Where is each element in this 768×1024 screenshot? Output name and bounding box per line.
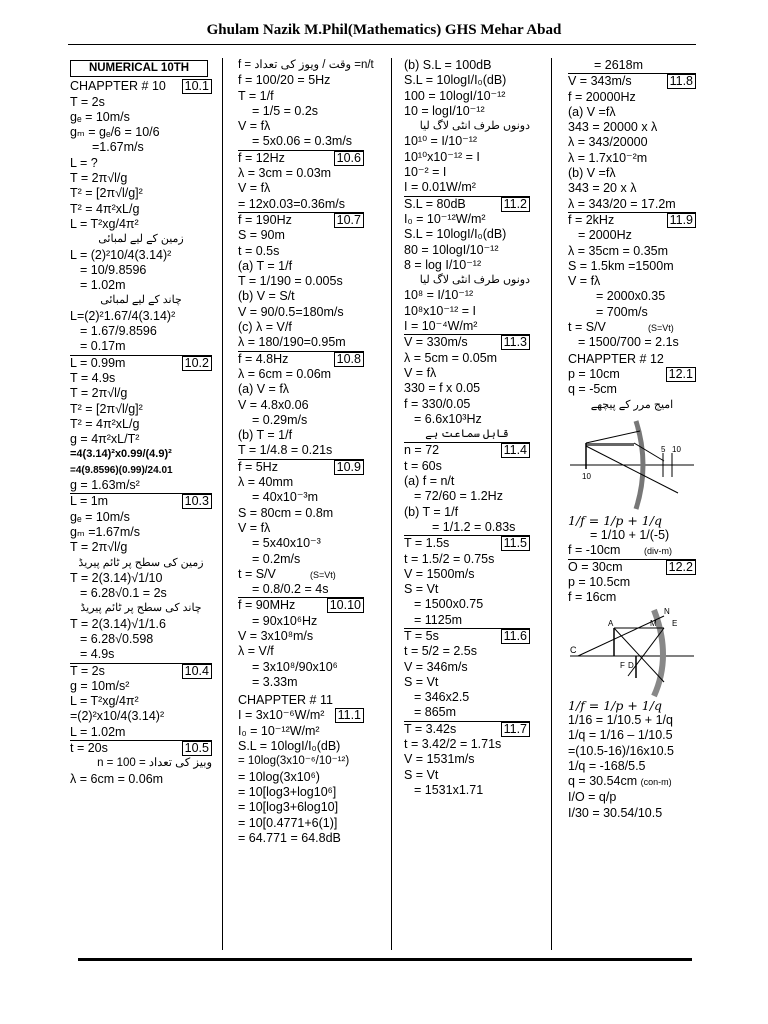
equation-line: V = 3x10⁸m/s (238, 628, 314, 643)
diagram-label: E (672, 618, 678, 628)
equation-line: f = 100/20 = 5Hz (238, 73, 331, 88)
equation-line: L = T²xg/4π² (70, 694, 139, 709)
question-tag: 11.7 (501, 722, 530, 737)
equation-line: T = 2π√l/g (70, 540, 128, 555)
equation-line: = 1531x1.71 (414, 782, 484, 797)
question-tag: 10.1 (182, 79, 212, 94)
equation-line: S = 80cm = 0.8m (238, 505, 334, 520)
equation-line: 343 = 20000 x λ (568, 120, 658, 135)
equation-line: V = fλ (238, 181, 271, 196)
column-2 (238, 58, 374, 846)
equation-line: = 2000Hz (578, 228, 632, 243)
diagram-label: M (650, 618, 657, 628)
equation-line: S = Vt (404, 582, 439, 597)
equation-line: I/30 = 30.54/10.5 (568, 805, 663, 820)
question-tag: 11.2 (501, 197, 530, 212)
formula-note: (S=Vt) (310, 569, 336, 580)
equation-line: V = 4.8x0.06 (238, 397, 309, 412)
page-header: Ghulam Nazik M.Phil(Mathematics) GHS Mehar Abad (206, 22, 562, 38)
equation-line: V = fλ (568, 274, 601, 289)
equation-line: =(2)²x10/4(3.14)² (70, 709, 165, 724)
equation-line: I = 10⁻⁴W/m² (404, 319, 530, 335)
equation-line: 10⁻² = I (404, 165, 447, 180)
equation-line: (b) S.L = 100dB (404, 58, 492, 72)
equation-line: L = 1.02m (70, 725, 212, 741)
diagram-label: D (628, 660, 634, 670)
equation-line: = 1.02m (80, 278, 126, 293)
equation-line: I₀ = 10⁻¹²W/m² (404, 211, 486, 226)
equation-line: V = 343m/s (568, 74, 632, 89)
equation-line: 10 = logI/10⁻¹² (404, 103, 485, 118)
equation-line: f = 16cm (568, 590, 617, 605)
equation-line: T² = [2π√l/g]² (70, 401, 143, 416)
chapter-heading: CHAPPTER # 12 (568, 351, 664, 366)
column-divider (551, 58, 552, 950)
equation-line: = 6.28√0.1 = 2s (80, 586, 167, 601)
equation-line: T = 4.9s (70, 370, 116, 385)
equation-line: t = 60s (404, 458, 442, 473)
equation-line: T = 2π√l/g (70, 171, 128, 186)
equation-line: I₀ = 10⁻¹²W/m² (238, 723, 320, 738)
urdu-note: دونوں طرف انٹی لاگ لیا (419, 120, 530, 133)
diagram-label: F (620, 660, 625, 670)
equation-line: g = 4π²xL/T² (70, 432, 140, 447)
equation-line: =1.67m/s (92, 140, 144, 155)
equation-line: (a) f = n/t (404, 474, 455, 489)
equation-line: =4(3.14)²x0.99/(4.9)² (70, 448, 172, 461)
urdu-note: امیج مرر کے پیچھے (590, 398, 674, 411)
formula-note: (con-m) (640, 777, 672, 788)
equation-line: t = 1.5/2 = 0.75s (404, 551, 495, 566)
equation-line: =4(9.8596)(0.99)/24.01 (70, 464, 173, 476)
diagram-label: C (570, 644, 577, 655)
column-4 (568, 58, 696, 821)
equation-line: 10⁸ = I/10⁻¹² (404, 288, 474, 303)
equation-line: V = 346m/s (404, 659, 468, 674)
equation-line: f = 190Hz (238, 212, 292, 227)
equation-line: S.L = 10logI/I₀(dB) (404, 227, 507, 242)
equation-line: = 10log(3x10⁶) (238, 769, 320, 784)
equation-line: (a) V =fλ (568, 104, 616, 119)
equation-line: n = 72 (404, 443, 440, 458)
equation-line: g = 10m/s² (70, 678, 130, 693)
diagram-label: 10 (672, 444, 681, 454)
question-tag: 11.5 (501, 536, 530, 551)
equation-line: λ = 5cm = 0.05m (404, 350, 498, 365)
equation-line: = 5x0.06 = 0.3m/s (238, 134, 364, 150)
equation-line: L = 0.99m (70, 355, 126, 370)
diagram-label: N (664, 606, 670, 616)
equation-line: f = 90MHz (238, 598, 296, 613)
equation-line: S.L = 80dB (404, 196, 466, 211)
mirror-ray-diagram (568, 413, 696, 513)
equation-line: = 2618m (568, 58, 696, 74)
equation-line: V = 90/0.5=180m/s (238, 304, 344, 319)
urdu-note: چاند کے لیے لمبائی (100, 294, 182, 307)
column-divider (391, 58, 392, 950)
equation-line: T² = 4π²xL/g (70, 416, 140, 431)
equation-line: t = S/V (568, 320, 606, 335)
question-tag: 11.9 (667, 213, 696, 228)
equation-line: T = 2(3.14)√1/10 (70, 570, 163, 585)
equation-line: V = 1500m/s (404, 566, 475, 581)
equation-line: = 865m (404, 705, 530, 721)
numerical-title: NUMERICAL 10TH (70, 60, 208, 77)
equation-line: T = 1/190 = 0.005s (238, 274, 343, 289)
equation-line: f = 20000Hz (568, 89, 636, 104)
equation-line: = 0.17m (70, 339, 212, 355)
equation-line: (b) T = 1/f (404, 504, 459, 519)
equation-line: = 0.2m/s (252, 551, 301, 566)
equation-line: q = 30.54cm (568, 774, 638, 789)
urdu-note: قابل سماعت ہے (404, 427, 530, 443)
equation-line: λ = V/f (238, 644, 274, 659)
equation-line: T = 2s (70, 663, 105, 678)
equation-line: T = 2π√l/g (70, 386, 128, 401)
question-tag: 10.5 (182, 741, 212, 756)
equation-line: = 6.6x10³Hz (414, 411, 482, 426)
question-tag: 11.8 (667, 74, 696, 89)
equation-line: f = 12Hz (238, 150, 285, 165)
equation-line: S = 90m (238, 228, 285, 243)
question-tag: 10.8 (334, 352, 364, 367)
urdu-note: زمین کے لیے لمبائی (98, 233, 184, 246)
equation-line: T = 2(3.14)√1/1.6 (70, 616, 166, 631)
equation-line: = 5x40x10⁻³ (252, 536, 321, 551)
column-1 (70, 60, 212, 787)
formula-note: (div-m) (644, 546, 672, 557)
column-divider (222, 58, 223, 950)
equation-line: = 0.29m/s (252, 412, 308, 427)
equation-line: λ = 1.7x10⁻²m (568, 150, 648, 165)
equation-line: L = ? (70, 155, 98, 170)
equation-line: V = fλ (238, 520, 271, 535)
equation-line: T² = 4π²xL/g (70, 201, 140, 216)
equation-line: L=(2)²1.67/4(3.14)² (70, 308, 176, 323)
urdu-note: زمین کی سطح پر ٹائم پیریڈ (78, 556, 204, 569)
question-tag: 12.2 (666, 560, 696, 575)
equation-line: f = -10cm (568, 543, 621, 558)
equation-line: T = 3.42s (404, 721, 457, 736)
equation-line: = 0.8/0.2 = 4s (238, 582, 364, 598)
equation-line: V = 330m/s (404, 335, 468, 350)
equation-line: T = 1/4.8 = 0.21s (238, 443, 364, 459)
equation-line: = 6.28√0.598 (80, 631, 154, 646)
equation-line: (a) T = 1/f (238, 258, 293, 273)
equation-line: T = 1/f (238, 88, 274, 103)
equation-line: = 3x10⁸/90x10⁶ (252, 659, 338, 674)
equation-line: λ = 343/20000 (568, 135, 648, 150)
equation-line: q = -5cm (568, 382, 617, 397)
equation-line: (c) λ = V/f (238, 320, 292, 335)
equation-line: V = fλ (238, 119, 271, 134)
chapter-heading: CHAPPTER # 11 (238, 693, 333, 708)
ray-diagram (568, 606, 696, 698)
equation-line: g = 1.63m/s² (70, 478, 212, 494)
equation-line: 8 = log I/10⁻¹² (404, 257, 482, 272)
equation-line: O = 30cm (568, 559, 623, 574)
question-tag: 10.4 (182, 664, 212, 679)
equation-line: t = 0.5s (238, 243, 280, 258)
concave-mirror-diagram (568, 413, 696, 513)
equation-line: f = وقت / ویوز کی تعداد =n/t (238, 59, 374, 71)
equation-line: 10¹⁰x10⁻¹² = I (404, 149, 480, 164)
equation-line: 100 = 10logI/10⁻¹² (404, 88, 506, 103)
question-tag: 10.7 (334, 213, 364, 228)
equation-line: S.L = 10logI/I₀(dB) (238, 739, 341, 754)
diagram-label: 5 (661, 444, 666, 454)
equation-line: = 1125m (404, 613, 530, 629)
equation-line: = 1/5 = 0.2s (252, 103, 319, 118)
diagram-label: 10 (582, 471, 591, 481)
question-tag: 10.3 (182, 494, 212, 509)
equation-line: =(10.5-16)/16x10.5 (568, 743, 674, 758)
equation-line: λ = 6cm = 0.06m (238, 366, 332, 381)
equation-line: I = 3x10⁻⁶W/m² (238, 708, 325, 723)
equation-line: I = 0.01W/m² (404, 180, 530, 196)
equation-line: T = 5s (404, 628, 439, 643)
equation-line: T = 2s (70, 94, 105, 109)
equation-line: f = 4.8Hz (238, 351, 289, 366)
equation-line: S.L = 10logI/I₀(dB) (404, 73, 507, 88)
equation-line: = 1.67/9.8596 (80, 324, 157, 339)
equation-line: λ = 35cm = 0.35m (568, 243, 669, 258)
equation-line: V = 1531m/s (404, 752, 475, 767)
question-tag: 11.6 (501, 629, 530, 644)
equation-line: 80 = 10logI/10⁻¹² (404, 242, 499, 257)
equation-line: p = 10.5cm (568, 575, 631, 590)
equation-line: = 10[log3+6log10] (238, 800, 339, 815)
equation-line: = 1/10 + 1/(-5) (590, 528, 670, 543)
equation-line: = 700m/s (596, 304, 648, 319)
equation-line: = 90x10⁶Hz (252, 613, 318, 628)
equation-line: f = 2kHz (568, 212, 615, 227)
equation-line: = 10[0.4771+6(1)] (238, 815, 338, 830)
equation-line: λ = 40mm (238, 475, 294, 490)
equation-line: t = 3.42/2 = 1.71s (404, 737, 502, 752)
equation-line: p = 10cm (568, 366, 620, 381)
urdu-note: دونوں طرف انٹی لاگ لیا (419, 274, 530, 287)
equation-line: S = Vt (404, 674, 439, 689)
equation-line: (b) V = S/t (238, 289, 295, 304)
equation-line: = 64.771 = 64.8dB (238, 830, 341, 845)
equation-line: = 1500x0.75 (414, 597, 484, 612)
equation-line: 1/16 = 1/10.5 + 1/q (568, 712, 673, 727)
equation-line: 343 = 20 x λ (568, 181, 637, 196)
equation-line: λ = 343/20 = 17.2m (568, 197, 696, 213)
equation-line: (b) V =fλ (568, 166, 616, 181)
equation-line: t = 20s (70, 741, 108, 756)
equation-line: t = S/V (238, 566, 276, 581)
equation-line: f = 5Hz (238, 459, 278, 474)
equation-line: = 1500/700 = 2.1s (578, 335, 679, 350)
footer-rule (78, 958, 692, 961)
equation-line: L = 1m (70, 494, 109, 509)
question-tag: 11.1 (335, 708, 364, 723)
equation-line: 1/f = 1/p + 1/q (568, 697, 662, 713)
equation-line: 10¹⁰ = I/10⁻¹² (404, 134, 478, 149)
equation-line: 1/q = 1/16 – 1/10.5 (568, 728, 673, 743)
equation-line: L = T²xg/4π² (70, 216, 139, 231)
equation-line: = 10log(3x10⁻⁶/10⁻¹²) (238, 755, 350, 768)
equation-line: = 40x10⁻³m (252, 490, 319, 505)
chapter-heading: CHAPPTER # 10 (70, 79, 166, 94)
equation-line: f = 330/0.05 (404, 396, 471, 411)
question-tag: 10.2 (182, 356, 212, 371)
equation-line: L = (2)²10/4(3.14)² (70, 247, 172, 262)
equation-line: gₘ =1.67m/s (70, 524, 140, 539)
equation-line: = 10/9.8596 (80, 262, 147, 277)
equation-line: gₘ = gₑ/6 = 10/6 (70, 125, 160, 140)
equation-line: = 72/60 = 1.2Hz (414, 489, 503, 504)
equation-line: = 12x0.03=0.36m/s (238, 197, 364, 213)
equation-line: T = 1.5s (404, 536, 450, 551)
convex-mirror-diagram (568, 606, 696, 698)
equation-line: λ = 3cm = 0.03m (238, 166, 332, 181)
question-tag: 10.6 (334, 151, 364, 166)
column-3 (404, 58, 530, 798)
equation-line: = 10[log3+log10⁶] (238, 784, 337, 799)
header-rule (68, 44, 696, 45)
equation-line: = 4.9s (70, 647, 212, 663)
equation-line: 330 = f x 0.05 (404, 381, 481, 396)
equation-line: = 2000x0.35 (596, 289, 666, 304)
diagram-label: A (608, 618, 614, 628)
question-tag: 10.9 (334, 460, 364, 475)
equation-line: 1/q = -168/5.5 (568, 758, 646, 773)
equation-line: 10⁸x10⁻¹² = I (404, 303, 476, 318)
equation-line: t = 5/2 = 2.5s (404, 644, 477, 659)
equation-line: gₑ = 10m/s (70, 509, 130, 524)
question-tag: 12.1 (666, 367, 696, 382)
equation-line: T² = [2π√l/g]² (70, 186, 143, 201)
urdu-note: چاند کی سطح پر ٹائم پیریڈ (80, 602, 202, 615)
equation-line: V = fλ (404, 365, 437, 380)
equation-line: S = Vt (404, 767, 439, 782)
question-tag: 11.4 (501, 443, 530, 458)
equation-line: λ = 6cm = 0.06m (70, 771, 164, 786)
formula-note: (S=Vt) (648, 323, 674, 334)
equation-line: 1/f = 1/p + 1/q (568, 512, 662, 528)
equation-line: (b) T = 1/f (238, 428, 293, 443)
equation-line: وبیز کی تعداد = n = 100 (97, 757, 212, 770)
question-tag: 11.3 (501, 335, 530, 350)
equation-line: gₑ = 10m/s (70, 109, 130, 124)
equation-line: = 346x2.5 (414, 690, 470, 705)
equation-line: (a) V = fλ (238, 382, 290, 397)
equation-line: S = 1.5km =1500m (568, 258, 674, 273)
equation-line: λ = 180/190=0.95m (238, 335, 364, 351)
equation-line: I/O = q/p (568, 790, 617, 805)
equation-line: = 3.33m (252, 674, 298, 689)
question-tag: 10.10 (327, 598, 364, 613)
equation-line: = 1/1.2 = 0.83s (404, 520, 530, 536)
